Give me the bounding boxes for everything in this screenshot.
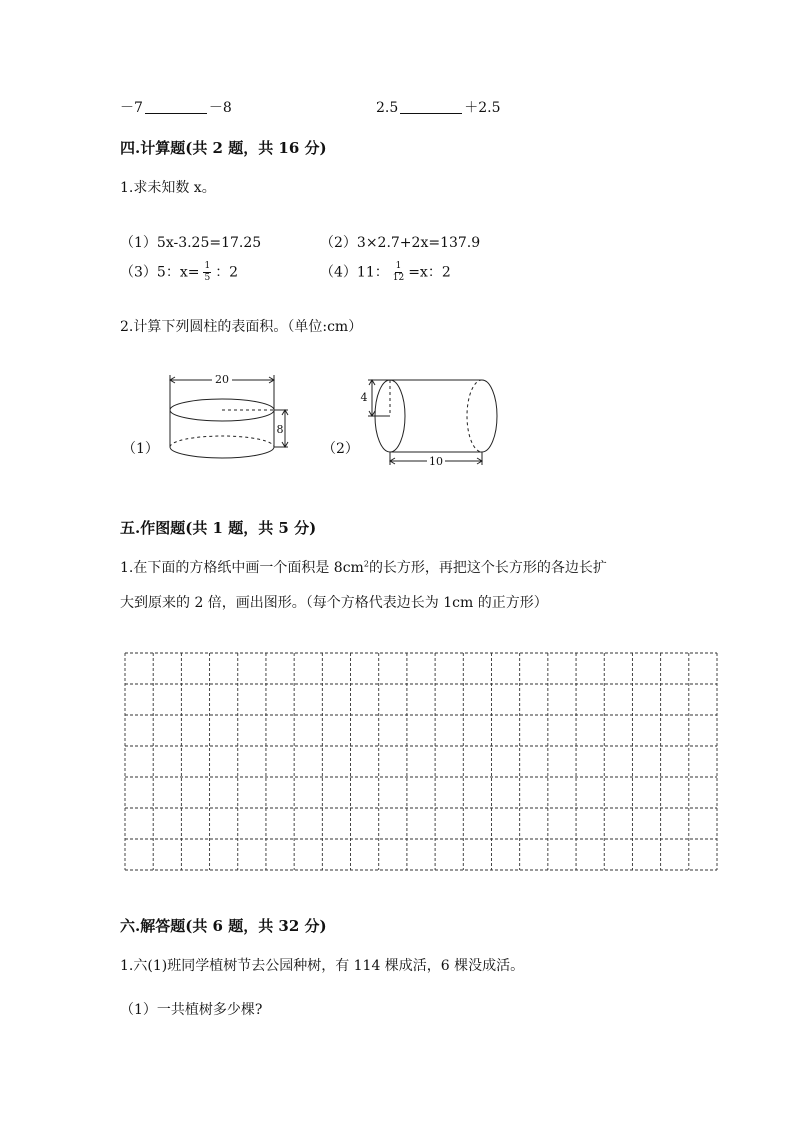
- figure-1-label: （1）: [122, 441, 159, 457]
- bottom-ellipse-hidden: [170, 436, 274, 447]
- part-4-suffix: =x：2: [408, 264, 451, 281]
- answer-blank[interactable]: [145, 99, 207, 114]
- cylinder-figure-1: [160, 370, 300, 466]
- fraction-numerator: 1: [204, 261, 211, 271]
- length-label: 10: [429, 455, 443, 468]
- question-5-1-text: 的长方形，再把这个长方形的各边长扩: [368, 560, 607, 576]
- part-4-prefix: （4）11：: [320, 264, 389, 281]
- diameter-label: 20: [215, 373, 229, 386]
- fraction-denominator: 5: [204, 273, 211, 283]
- compare-item-b: [376, 97, 501, 117]
- cylinder-figure-2: [360, 370, 510, 470]
- section-6-title: 六.解答题(共 6 题，共 32 分): [120, 917, 327, 935]
- question-6-1-stem: 1.六(1)班同学植树节去公园种树，有 114 棵成活，6 棵没成活。: [120, 958, 525, 974]
- compare-item-a: [120, 97, 232, 117]
- height-label: 8: [276, 423, 284, 436]
- part-3-prefix: （3）5：x=: [120, 264, 200, 281]
- compare-b-right: ＋2.5: [464, 100, 501, 116]
- question-4-1-part-1: （1）5x-3.25=17.25: [120, 235, 262, 251]
- compare-a-right: －8: [208, 100, 232, 116]
- section-4-title: 四.计算题(共 2 题，共 16 分): [120, 139, 327, 157]
- bottom-ellipse-front: [170, 447, 274, 458]
- grid-paper[interactable]: [123, 651, 719, 872]
- question-5-1-line-1: [120, 557, 607, 577]
- question-5-1-line-2: 大到原来的 2 倍，画出图形。（每个方格代表边长为 1cm 的正方形）: [120, 595, 548, 611]
- right-ellipse-hidden: [467, 380, 482, 452]
- question-5-1-text: 1.在下面的方格纸中画一个面积是 8cm: [120, 560, 364, 576]
- right-ellipse-front: [482, 380, 497, 452]
- fraction-denominator: 12: [392, 273, 405, 283]
- question-4-1-part-3: [120, 261, 238, 284]
- superscript: 2: [363, 559, 369, 569]
- fraction: [393, 261, 404, 284]
- question-4-1-stem: 1.求未知数 x。: [120, 180, 216, 196]
- radius-label: 4: [360, 391, 368, 404]
- section-5-title: 五.作图题(共 1 题，共 5 分): [120, 519, 317, 537]
- answer-blank[interactable]: [400, 99, 462, 114]
- figure-2-label: （2）: [322, 441, 359, 457]
- question-4-1-part-4: [320, 261, 451, 284]
- question-6-1-sub-1: （1）一共植树多少棵?: [120, 1002, 263, 1018]
- question-4-1-part-2: （2）3×2.7+2x=137.9: [320, 235, 481, 251]
- compare-a-left: －7: [120, 100, 143, 116]
- fraction: [203, 261, 211, 284]
- compare-b-left: 2.5: [376, 100, 399, 116]
- question-4-2-stem: 2.计算下列圆柱的表面积。（单位:cm）: [120, 319, 363, 335]
- fraction-numerator: 1: [395, 261, 402, 271]
- part-3-suffix: ：2: [215, 264, 239, 281]
